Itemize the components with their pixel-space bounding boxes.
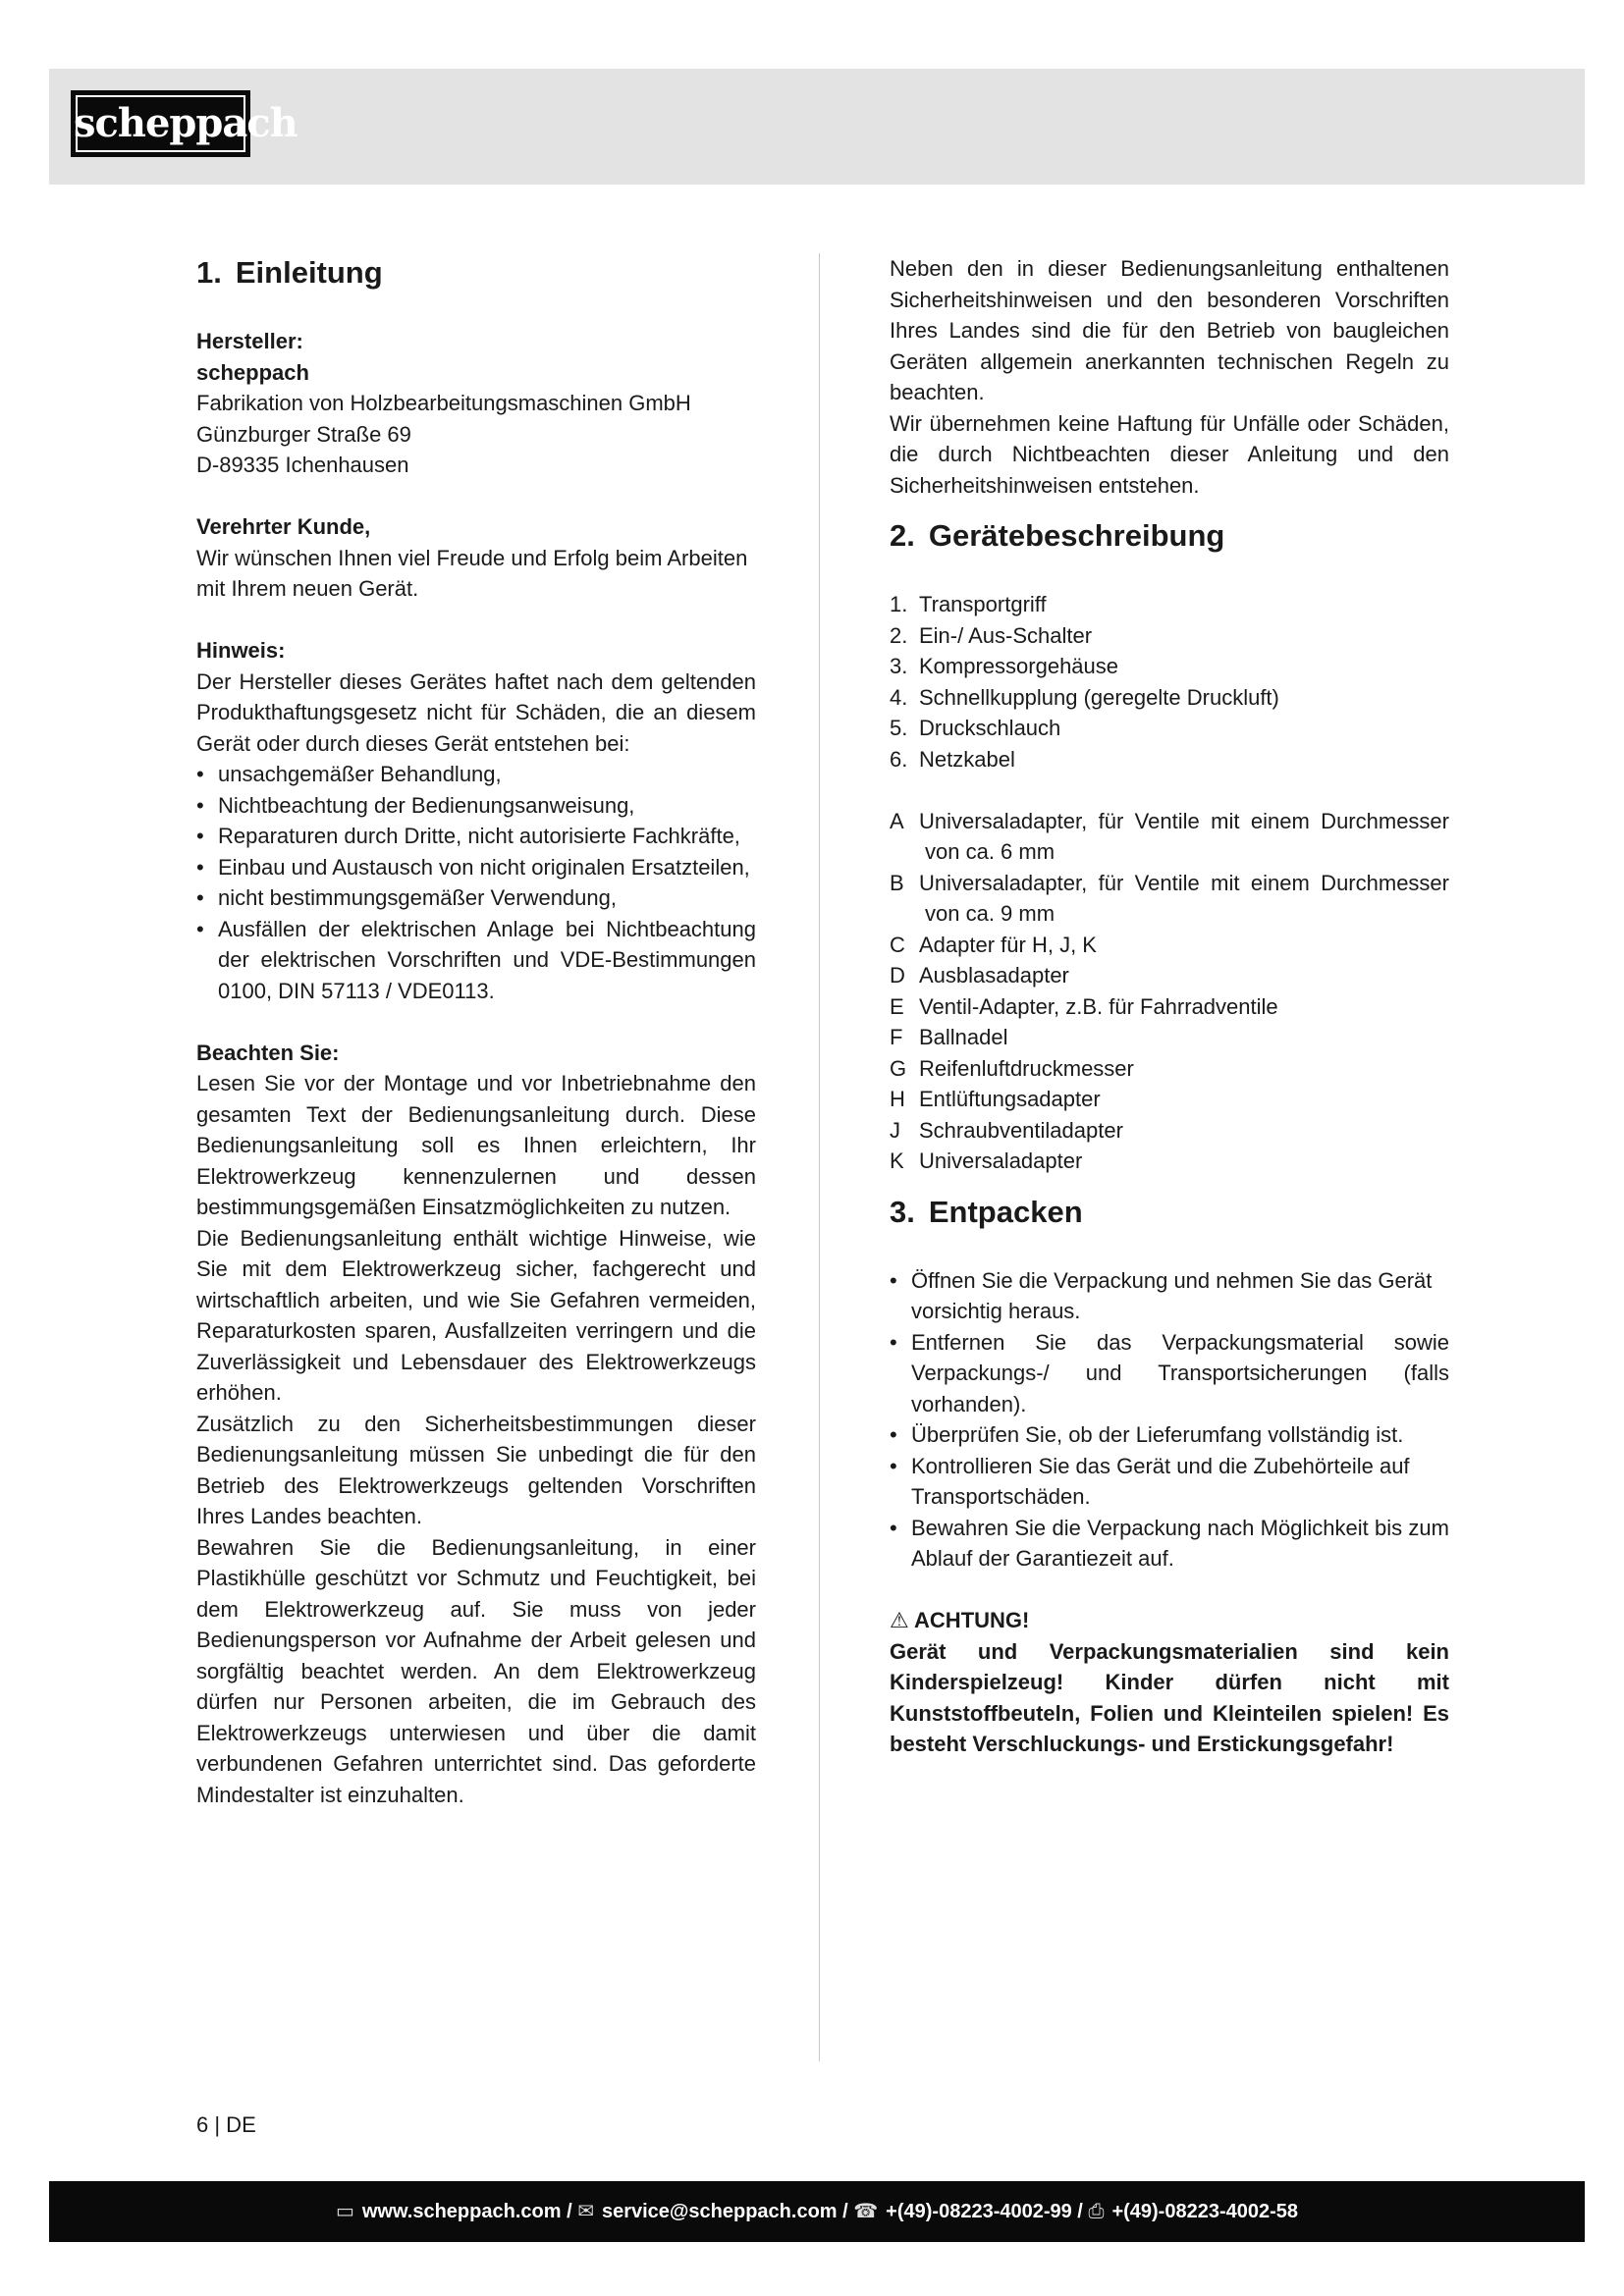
section-1-heading [196, 253, 756, 293]
numbered-parts-list [890, 589, 1449, 774]
note-list-item: • Ausfällen der elektrischen Anlage bei Nichtbeachtung der elektrischen Vorschriften und VDE-Bestimmungen 0100, DIN 57113 / VDE0113. [196, 914, 756, 1007]
page-number: 6 | DE [196, 2112, 256, 2137]
note-list-item: • unsachgemäßer Behandlung, [196, 759, 756, 790]
footer-website: www.scheppach.com / [361, 2201, 572, 2222]
unpack-item: • Öffnen Sie die Verpackung und nehmen Sie das Gerät vorsichtig heraus. [890, 1265, 1449, 1327]
footer-phone: +(49)-08223-4002-99 / [886, 2201, 1083, 2222]
intro-paragraph: Wir übernehmen keine Haftung für Unfälle oder Schäden, die durch Nichtbeachten dieser Anleitung und den Sicherheitshinweisen entstehen. [890, 410, 1449, 498]
section-3-number: 3. [890, 1194, 915, 1229]
manufacturer-line: Günzburger Straße 69 [196, 421, 411, 447]
unpack-list [890, 1265, 1449, 1575]
customer-text: Wir wünschen Ihnen viel Freude und Erfolg beim Arbeiten mit Ihrem neuen Gerät. [196, 545, 748, 601]
unpack-item: • Kontrollieren Sie das Gerät und die Zubehörteile auf Transportschäden. [890, 1451, 1449, 1513]
part-item: 3. Kompressorgehäuse [890, 654, 1119, 678]
intro-paragraph: Neben den in dieser Bedienungsanleitung enthaltenen Sicherheitshinweisen und den besonderen Vorschriften Ihres Landes sind die für den Betrieb von baugleichen Geräten allgemein anerkannten technischen Regeln zu beachten. [890, 256, 1449, 404]
part-item: 6. Netzkabel [890, 746, 1015, 772]
warning-triangle-icon: ⚠ [890, 1608, 909, 1632]
part-item: 5. Druckschlauch [890, 716, 1061, 740]
footer-fax: +(49)-08223-4002-58 [1111, 2201, 1299, 2222]
customer-label: Verehrter Kunde, [196, 514, 371, 539]
accessory-item: B Universaladapter, für Ventile mit einem Durchmesser von ca. 9 mm [890, 870, 1449, 926]
attention-label: Beachten Sie: [196, 1040, 340, 1065]
column-divider [819, 253, 820, 2061]
manufacturer-line: Fabrikation von Holzbearbeitungsmaschinen GmbH [196, 391, 691, 415]
part-item: 4. Schnellkupplung (geregelte Druckluft) [890, 684, 1279, 710]
unpack-item: • Überprüfen Sie, ob der Lieferumfang vollständig ist. [890, 1419, 1449, 1451]
left-column [196, 253, 756, 1810]
accessory-item: A Universaladapter, für Ventile mit einem Durchmesser von ca. 6 mm [890, 808, 1449, 864]
note-list [196, 759, 756, 1006]
note-list-item: • nicht bestimmungsgemäßer Verwendung, [196, 882, 756, 914]
mail-icon: ✉ [577, 2201, 594, 2222]
accessory-item: D Ausblasadapter [890, 963, 1069, 988]
warning-text: Gerät und Verpackungsmaterialien sind kein Kinderspielzeug! Kinder dürfen nicht mit Kunststoffbeuteln, Folien und Kleinteilen spielen! Es besteht Verschluckungs- und Erstickungsgefahr! [890, 1638, 1449, 1756]
header-band [49, 69, 1585, 185]
note-label: Hinweis: [196, 638, 286, 663]
attention-paragraph: Bewahren Sie die Bedienungsanleitung, in einer Plastikhülle geschützt vor Schmutz und Feuchtigkeit, bei dem Elektrowerkzeug auf. Sie muss von jeder Bedienungsperson vor Aufnahme der Arbeit gelesen und sorgfältig beachtet werden. An dem Elektrowerkzeug dürfen nur Personen arbeiten, die im Gebrauch des Elektrowerkzeugs unterwiesen und über die damit verbundenen Gefahren unterrichtet sind. Das geforderte Mindestalter ist einzuhalten. [196, 1534, 756, 1807]
accessory-item: H Entlüftungsadapter [890, 1087, 1101, 1111]
note-list-item: • Einbau und Austausch von nicht originalen Ersatzteilen, [196, 852, 756, 883]
fax-icon: ⎙ [1088, 2201, 1105, 2222]
accessory-item: G Reifenluftdruckmesser [890, 1055, 1134, 1081]
attention-paragraph: Die Bedienungsanleitung enthält wichtige Hinweise, wie Sie mit dem Elektrowerkzeug sicher, fachgerecht und wirtschaftlich arbeiten, und wie Sie Gefahren vermeiden, Reparaturkosten sparen, Ausfallzeiten verringern und die Zuverlässigkeit und Lebensdauer des Elektrowerkzeugs erhöhen. [196, 1225, 756, 1405]
warning-title: ACHTUNG! [914, 1608, 1030, 1632]
note-list-item: • Reparaturen durch Dritte, nicht autorisierte Fachkräfte, [196, 821, 756, 852]
unpack-item: • Entfernen Sie das Verpackungsmaterial sowie Verpackungs-/ und Transportsicherungen (falls vorhanden). [890, 1327, 1449, 1420]
section-3-title: Entpacken [928, 1194, 1083, 1229]
lettered-parts-list [890, 806, 1449, 1177]
note-list-item: • Nichtbeachtung der Bedienungsanweisung, [196, 790, 756, 822]
manufacturer-line: D-89335 Ichenhausen [196, 453, 409, 477]
attention-paragraph: Zusätzlich zu den Sicherheitsbestimmungen dieser Bedienungsanleitung müssen Sie unbedingt die für den Betrieb des Elektrowerkzeugs geltenden Vorschriften Ihres Landes beachten. [196, 1411, 756, 1528]
section-3-heading [890, 1193, 1449, 1232]
monitor-icon: ▭ [335, 2201, 354, 2222]
section-2-number: 2. [890, 518, 915, 553]
part-item: 2. Ein-/ Aus-Schalter [890, 622, 1093, 648]
section-1-title: Einleitung [235, 255, 383, 290]
phone-icon: ☎ [853, 2201, 879, 2222]
footer-email: service@scheppach.com / [601, 2201, 848, 2222]
section-1-number: 1. [196, 255, 222, 290]
footer-bar [49, 2181, 1585, 2242]
manufacturer-label: Hersteller: [196, 329, 303, 353]
right-column [890, 253, 1449, 1760]
accessory-item: C Adapter für H, J, K [890, 932, 1097, 957]
section-2-heading [890, 516, 1449, 556]
accessory-item: J Schraubventiladapter [890, 1117, 1123, 1143]
attention-paragraph: Lesen Sie vor der Montage und vor Inbetriebnahme den gesamten Text der Bedienungsanleitung durch. Diese Bedienungsanleitung soll es Ihnen erleichtern, Ihr Elektrowerkzeug kennenzulernen und dessen bestimmungsgemäßen Einsatzmöglichkeiten zu nutzen. [196, 1071, 756, 1219]
manufacturer-name: scheppach [196, 359, 309, 385]
unpack-item: • Bewahren Sie die Verpackung nach Möglichkeit bis zum Ablauf der Garantiezeit auf. [890, 1513, 1449, 1575]
warning-heading [890, 1605, 1449, 1636]
note-text: Der Hersteller dieses Gerätes haftet nach dem geltenden Produkthaftungsgesetz nicht für Schäden, die an diesem Gerät oder durch dieses Gerät entstehen bei: [196, 668, 756, 756]
accessory-item: E Ventil-Adapter, z.B. für Fahrradventile [890, 993, 1278, 1019]
accessory-item: K Universaladapter [890, 1148, 1083, 1173]
accessory-item: F Ballnadel [890, 1025, 1008, 1049]
part-item: 1. Transportgriff [890, 592, 1047, 616]
section-2-title: Gerätebeschreibung [928, 518, 1225, 553]
scheppach-logo: scheppach [71, 90, 250, 157]
